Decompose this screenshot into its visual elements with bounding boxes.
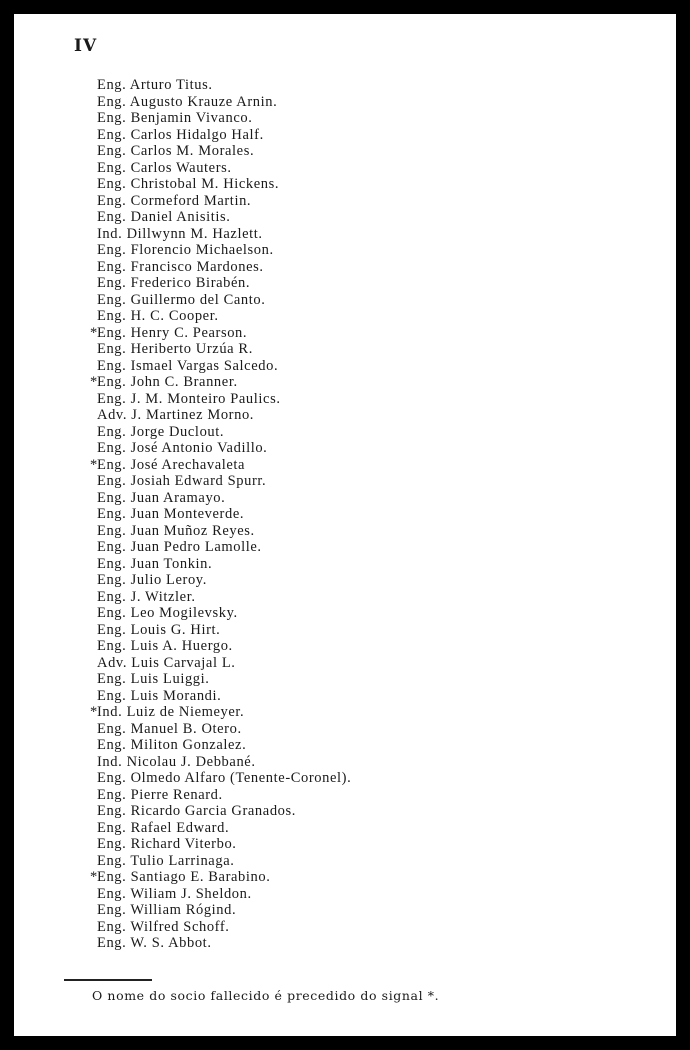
- member-name: Eng. William Rógind.: [97, 902, 237, 918]
- deceased-mark: *: [90, 869, 98, 885]
- member-name: Eng. Henry C. Pearson.: [97, 324, 248, 341]
- list-item: [90, 193, 351, 210]
- member-name: Eng. Louis G. Hirt.: [97, 621, 221, 638]
- list-item: [90, 127, 351, 144]
- list-item: [90, 209, 351, 226]
- list-item: [90, 242, 351, 259]
- member-name: Eng. Frederico Birabén.: [97, 275, 251, 291]
- list-item: [90, 655, 351, 672]
- deceased-mark: *: [90, 704, 98, 720]
- list-item: [90, 671, 351, 688]
- list-item: [90, 440, 351, 457]
- member-name: Eng. Francisco Mardones.: [97, 258, 264, 275]
- member-name: Eng. Florencio Michaelson.: [97, 242, 274, 258]
- member-name: Eng. Augusto Krauze Arnin.: [97, 93, 278, 110]
- list-item: [90, 853, 351, 870]
- list-item: [90, 259, 351, 276]
- list-item: [90, 605, 351, 622]
- list-item: [90, 94, 351, 111]
- member-name: Eng. José Antonio Vadillo.: [97, 440, 268, 456]
- member-name: Eng. Juan Aramayo.: [97, 489, 226, 506]
- member-list: [90, 77, 351, 952]
- member-name: Eng. Luis A. Huergo.: [97, 638, 233, 654]
- list-item: [90, 523, 351, 540]
- list-item: [90, 803, 351, 820]
- member-name: Ind. Dillwynn M. Hazlett.: [97, 225, 263, 242]
- list-item: [90, 160, 351, 177]
- list-item: [90, 902, 351, 919]
- member-name: Adv. J. Martinez Morno.: [97, 407, 255, 423]
- list-item: [90, 820, 351, 837]
- member-name: Eng. Pierre Renard.: [97, 786, 223, 803]
- list-item: [90, 325, 351, 342]
- list-item: [90, 556, 351, 573]
- footnote-rule: [64, 979, 152, 981]
- list-item: [90, 622, 351, 639]
- member-name: Eng. Manuel B. Otero.: [97, 720, 242, 737]
- member-name: Eng. Juan Tonkin.: [97, 555, 213, 572]
- member-name: Eng. Heriberto Urzúa R.: [97, 341, 253, 357]
- member-name: Eng. Santiago E. Barabino.: [97, 869, 271, 885]
- list-item: [90, 226, 351, 243]
- deceased-mark: *: [90, 374, 98, 390]
- member-name: Eng. Leo Mogilevsky.: [97, 605, 238, 621]
- list-item: [90, 424, 351, 441]
- list-item: [90, 391, 351, 408]
- member-name: Eng. Julio Leroy.: [97, 572, 207, 588]
- member-name: Eng. Carlos M. Morales.: [97, 143, 255, 159]
- list-item: [90, 110, 351, 127]
- list-item: [90, 935, 351, 952]
- list-item: [90, 341, 351, 358]
- list-item: [90, 638, 351, 655]
- member-name: Ind. Nicolau J. Debbané.: [97, 753, 256, 770]
- member-name: Eng. Richard Viterbo.: [97, 836, 237, 852]
- list-item: [90, 688, 351, 705]
- member-name: Eng. J. Witzler.: [97, 588, 196, 605]
- member-name: Eng. Daniel Anisitis.: [97, 209, 231, 225]
- list-item: [90, 539, 351, 556]
- member-name: Eng. Benjamin Vivanco.: [97, 110, 253, 126]
- list-item: [90, 787, 351, 804]
- list-item: [90, 473, 351, 490]
- member-name: Eng. Cormeford Martin.: [97, 192, 252, 209]
- member-name: Eng. Militon Gonzalez.: [97, 737, 247, 753]
- member-name: Eng. Wiliam J. Sheldon.: [97, 885, 252, 902]
- member-name: Eng. Ismael Vargas Salcedo.: [97, 357, 279, 374]
- list-item: [90, 143, 351, 160]
- member-name: Eng. Wilfred Schoff.: [97, 918, 230, 935]
- member-name: Eng. H. C. Cooper.: [97, 308, 219, 324]
- list-item: [90, 374, 351, 391]
- member-name: Eng. Tulio Larrinaga.: [97, 852, 235, 869]
- list-item: [90, 589, 351, 606]
- member-name: Eng. Olmedo Alfaro (Tenente-Coronel).: [97, 770, 352, 786]
- member-name: Eng. Guillermo del Canto.: [97, 291, 266, 308]
- list-item: [90, 721, 351, 738]
- list-item: [90, 490, 351, 507]
- document-page: [14, 14, 676, 1036]
- list-item: [90, 737, 351, 754]
- list-item: [90, 176, 351, 193]
- member-name: Eng. Carlos Wauters.: [97, 159, 232, 176]
- member-name: Eng. Luis Luiggi.: [97, 671, 210, 687]
- member-name: Eng. Juan Muñoz Reyes.: [97, 522, 255, 539]
- member-name: Eng. Luis Morandi.: [97, 687, 222, 704]
- member-name: Eng. Arturo Titus.: [97, 77, 213, 93]
- member-name: Eng. Jorge Duclout.: [97, 423, 225, 440]
- list-item: [90, 704, 351, 721]
- list-item: [90, 506, 351, 523]
- member-name: Eng. Juan Monteverde.: [97, 506, 245, 522]
- deceased-mark: *: [90, 456, 98, 473]
- member-name: Eng. José Arechavaleta: [97, 456, 246, 473]
- member-name: Eng. John C. Branner.: [97, 374, 238, 390]
- list-item: [90, 275, 351, 292]
- member-name: Eng. Ricardo Garcia Granados.: [97, 803, 296, 819]
- page-number: IV: [74, 36, 98, 56]
- member-name: Eng. J. M. Monteiro Paulics.: [97, 390, 281, 407]
- list-item: [90, 770, 351, 787]
- member-name: Ind. Luiz de Niemeyer.: [97, 704, 245, 720]
- member-name: Eng. Carlos Hidalgo Half.: [97, 126, 264, 143]
- list-item: [90, 572, 351, 589]
- list-item: [90, 358, 351, 375]
- list-item: [90, 754, 351, 771]
- list-item: [90, 836, 351, 853]
- deceased-mark: *: [90, 324, 98, 341]
- list-item: [90, 869, 351, 886]
- member-name: Adv. Luis Carvajal L.: [97, 654, 236, 671]
- list-item: [90, 919, 351, 936]
- list-item: [90, 886, 351, 903]
- list-item: [90, 407, 351, 424]
- list-item: [90, 77, 351, 94]
- member-name: Eng. Christobal M. Hickens.: [97, 176, 280, 192]
- member-name: Eng. Juan Pedro Lamolle.: [97, 539, 262, 555]
- member-name: Eng. Rafael Edward.: [97, 819, 230, 836]
- member-name: Eng. W. S. Abbot.: [97, 935, 212, 951]
- list-item: [90, 457, 351, 474]
- footnote: O nome do socio fallecido é precedido do signal *.: [92, 988, 440, 1003]
- list-item: [90, 308, 351, 325]
- member-name: Eng. Josiah Edward Spurr.: [97, 473, 267, 489]
- list-item: [90, 292, 351, 309]
